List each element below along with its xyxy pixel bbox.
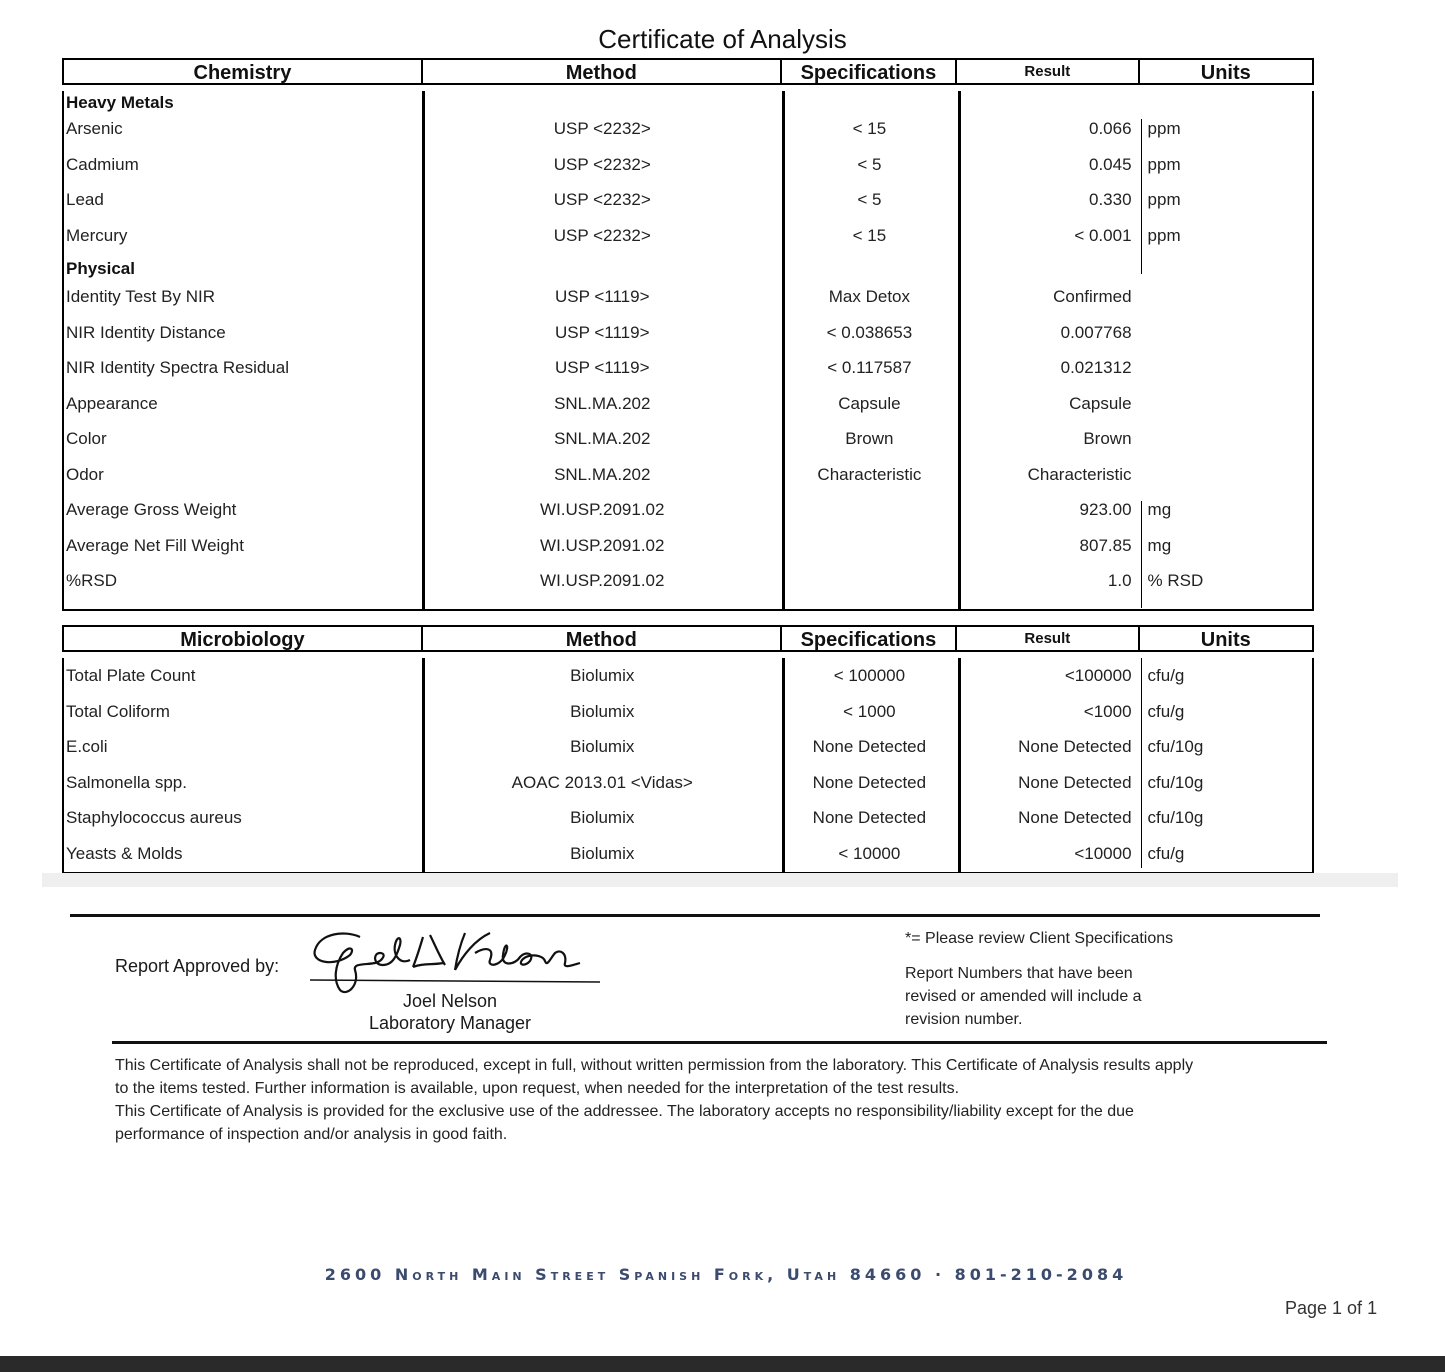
method-cell: SNL.MA.202 xyxy=(554,464,651,484)
test-name: %RSD xyxy=(66,571,118,590)
table-row xyxy=(64,729,1312,765)
approver-block xyxy=(300,990,600,1034)
header-method: Method xyxy=(423,627,782,650)
units-cell: cfu/g xyxy=(1147,843,1185,863)
units-cell: mg xyxy=(1147,500,1172,519)
method-cell: WI.USP.2091.02 xyxy=(540,500,665,519)
result-cell: 0.066 xyxy=(1088,119,1132,138)
spec-cell: None Detected xyxy=(812,772,927,792)
table-row xyxy=(64,315,1312,351)
table-row xyxy=(64,182,1312,218)
lab-address: 2600 North Main Street Spanish Fork, Utah 84660 · 801-210-2084 xyxy=(324,1265,1128,1284)
spec-cell: Brown xyxy=(845,429,894,448)
test-name: NIR Identity Spectra Residual xyxy=(66,358,289,377)
method-cell: Biolumix xyxy=(570,701,635,721)
result-cell: <1000 xyxy=(1083,701,1132,721)
units-cell xyxy=(1140,315,1312,351)
units-cell xyxy=(1140,457,1312,493)
table-row xyxy=(64,658,1312,694)
report-notes xyxy=(905,927,1173,1031)
table-row xyxy=(64,111,1312,147)
result-cell: 0.330 xyxy=(1088,190,1132,209)
header-chemistry: Chemistry xyxy=(64,60,423,83)
table-row xyxy=(64,492,1312,528)
chemistry-header-row xyxy=(62,58,1314,85)
table-row xyxy=(64,694,1312,730)
units-cell: cfu/g xyxy=(1147,666,1185,685)
spec-cell: None Detected xyxy=(812,808,927,827)
units-cell xyxy=(1140,386,1312,422)
test-name: E.coli xyxy=(66,737,108,756)
test-name: Lead xyxy=(66,190,104,209)
header-units: Units xyxy=(1200,629,1251,651)
spec-cell: < 5 xyxy=(857,190,882,209)
test-name: Staphylococcus aureus xyxy=(66,808,242,827)
spec-cell: < 15 xyxy=(852,119,887,138)
units-cell: ppm xyxy=(1147,190,1181,209)
result-cell: 0.007768 xyxy=(1060,322,1132,342)
test-name: Average Gross Weight xyxy=(66,500,237,519)
table-row xyxy=(64,279,1312,315)
approver-role: Laboratory Manager xyxy=(368,1013,532,1033)
spec-cell: < 100000 xyxy=(833,666,906,685)
units-cell: ppm xyxy=(1147,225,1181,245)
test-name: Average Net Fill Weight xyxy=(66,535,244,555)
section-heading: Heavy Metals xyxy=(66,93,174,112)
spec-cell: Max Detox xyxy=(828,287,910,306)
spec-cell: < 15 xyxy=(852,225,887,245)
spec-cell: Characteristic xyxy=(817,464,922,484)
test-name: Cadmium xyxy=(66,154,139,174)
result-cell: None Detected xyxy=(1018,772,1132,792)
units-cell: ppm xyxy=(1147,154,1181,174)
spec-cell xyxy=(782,492,957,528)
method-cell: USP <1119> xyxy=(554,287,650,306)
units-cell: cfu/10g xyxy=(1147,772,1204,792)
test-name: Arsenic xyxy=(66,119,123,138)
units-cell xyxy=(1140,350,1312,386)
test-name: NIR Identity Distance xyxy=(66,322,226,342)
method-cell: USP <2232> xyxy=(553,225,651,245)
test-name: Salmonella spp. xyxy=(66,772,187,792)
disclaimer-line: to the items tested. Further information is available, upon request, when needed for the interpretation of the test results. xyxy=(115,1080,960,1097)
table-row xyxy=(64,147,1312,183)
disclaimer-line: This Certificate of Analysis is provided for the exclusive use of the addressee. The laboratory accepts no responsibility/liability except for the due xyxy=(115,1103,1134,1120)
header-result: Result xyxy=(957,627,1139,650)
method-cell: USP <2232> xyxy=(553,190,651,209)
spec-cell: None Detected xyxy=(812,737,927,756)
microbiology-header-row xyxy=(62,625,1314,652)
result-cell: <100000 xyxy=(1064,666,1132,685)
result-cell: None Detected xyxy=(1018,737,1132,756)
method-cell: WI.USP.2091.02 xyxy=(540,535,665,555)
method-cell: USP <1119> xyxy=(554,322,650,342)
method-cell: WI.USP.2091.02 xyxy=(540,571,665,590)
spec-cell: < 0.038653 xyxy=(826,322,913,342)
disclaimer-text xyxy=(115,1054,1325,1146)
result-cell: < 0.001 xyxy=(1074,225,1132,245)
test-name: Identity Test By NIR xyxy=(66,287,215,306)
spec-cell: Capsule xyxy=(838,393,901,413)
revision-note-line: revised or amended will include a xyxy=(905,988,1142,1005)
result-cell: 807.85 xyxy=(1079,535,1132,555)
revision-note-line: revision number. xyxy=(905,1011,1023,1028)
bottom-bar xyxy=(0,1356,1445,1372)
result-cell: Brown xyxy=(1083,429,1132,448)
units-cell: % RSD xyxy=(1147,571,1204,590)
header-specifications: Specifications xyxy=(782,60,957,83)
spec-cell: < 0.117587 xyxy=(827,358,912,377)
footer-top-rule xyxy=(70,914,1320,917)
method-cell: Biolumix xyxy=(570,843,635,863)
test-name: Appearance xyxy=(66,393,158,413)
method-cell: Biolumix xyxy=(570,737,635,756)
table-row xyxy=(64,421,1312,457)
table-row xyxy=(64,836,1312,872)
result-cell: 0.045 xyxy=(1088,154,1132,174)
result-cell: Characteristic xyxy=(1027,464,1132,484)
section-heading: Physical xyxy=(66,259,135,278)
microbiology-body xyxy=(62,658,1314,874)
spec-cell: < 10000 xyxy=(838,843,901,863)
test-name: Total Coliform xyxy=(66,701,170,721)
method-cell: USP <2232> xyxy=(553,119,651,138)
units-cell: cfu/g xyxy=(1147,701,1185,721)
page-number: Page 1 of 1 xyxy=(1285,1298,1378,1318)
revision-note-line: Report Numbers that have been xyxy=(905,965,1133,982)
test-name: Color xyxy=(66,429,107,448)
spec-cell xyxy=(782,528,957,564)
header-microbiology: Microbiology xyxy=(64,627,423,650)
approver-name: Joel Nelson xyxy=(402,991,498,1011)
method-cell: SNL.MA.202 xyxy=(554,393,651,413)
chemistry-body xyxy=(62,91,1314,611)
method-cell: USP <1119> xyxy=(554,358,650,377)
approved-by-label: Report Approved by: xyxy=(115,956,280,976)
table-row xyxy=(64,457,1312,493)
result-cell: <10000 xyxy=(1074,843,1132,863)
units-cell: cfu/10g xyxy=(1147,808,1204,827)
test-name: Odor xyxy=(66,464,104,484)
result-cell: 923.00 xyxy=(1079,500,1132,519)
test-name: Total Plate Count xyxy=(66,666,196,685)
table-row xyxy=(64,800,1312,836)
result-cell: Capsule xyxy=(1069,393,1132,413)
table-row xyxy=(64,528,1312,564)
result-cell: Confirmed xyxy=(1053,287,1132,306)
page-divider-band xyxy=(42,873,1398,887)
signature-image xyxy=(305,925,605,1000)
units-cell: cfu/10g xyxy=(1147,737,1204,756)
spec-cell xyxy=(782,563,957,599)
method-cell: Biolumix xyxy=(570,666,635,685)
result-cell: 1.0 xyxy=(1107,571,1132,590)
test-name: Yeasts & Molds xyxy=(66,843,183,863)
result-cell: None Detected xyxy=(1018,808,1132,827)
units-cell xyxy=(1140,421,1312,457)
units-cell xyxy=(1140,279,1312,315)
microbiology-table xyxy=(62,625,1314,874)
header-method: Method xyxy=(423,60,782,83)
method-cell: SNL.MA.202 xyxy=(554,429,651,448)
method-cell: Biolumix xyxy=(570,808,635,827)
header-result: Result xyxy=(957,60,1139,83)
footer-bottom-rule xyxy=(112,1041,1327,1044)
method-cell: AOAC 2013.01 <Vidas> xyxy=(511,772,693,792)
method-cell: USP <2232> xyxy=(553,154,651,174)
spec-cell: < 1000 xyxy=(843,701,896,721)
spec-cell: < 5 xyxy=(857,154,882,174)
table-row xyxy=(64,386,1312,422)
units-cell: mg xyxy=(1147,535,1172,555)
table-row xyxy=(64,350,1312,386)
disclaimer-line: performance of inspection and/or analysis in good faith. xyxy=(115,1126,508,1143)
table-row xyxy=(64,218,1312,254)
disclaimer-line: This Certificate of Analysis shall not be reproduced, except in full, without written permission from the laboratory. This Certificate of Analysis results apply xyxy=(115,1057,1194,1074)
chemistry-table xyxy=(62,58,1314,611)
table-row xyxy=(64,563,1312,599)
units-cell: ppm xyxy=(1147,119,1181,138)
header-units: Units xyxy=(1200,62,1251,84)
document-title: Certificate of Analysis xyxy=(598,24,847,54)
client-spec-note: *= Please review Client Specifications xyxy=(905,930,1174,947)
header-specifications: Specifications xyxy=(782,627,957,650)
result-cell: 0.021312 xyxy=(1060,358,1132,377)
test-name: Mercury xyxy=(66,225,128,245)
table-row xyxy=(64,765,1312,801)
